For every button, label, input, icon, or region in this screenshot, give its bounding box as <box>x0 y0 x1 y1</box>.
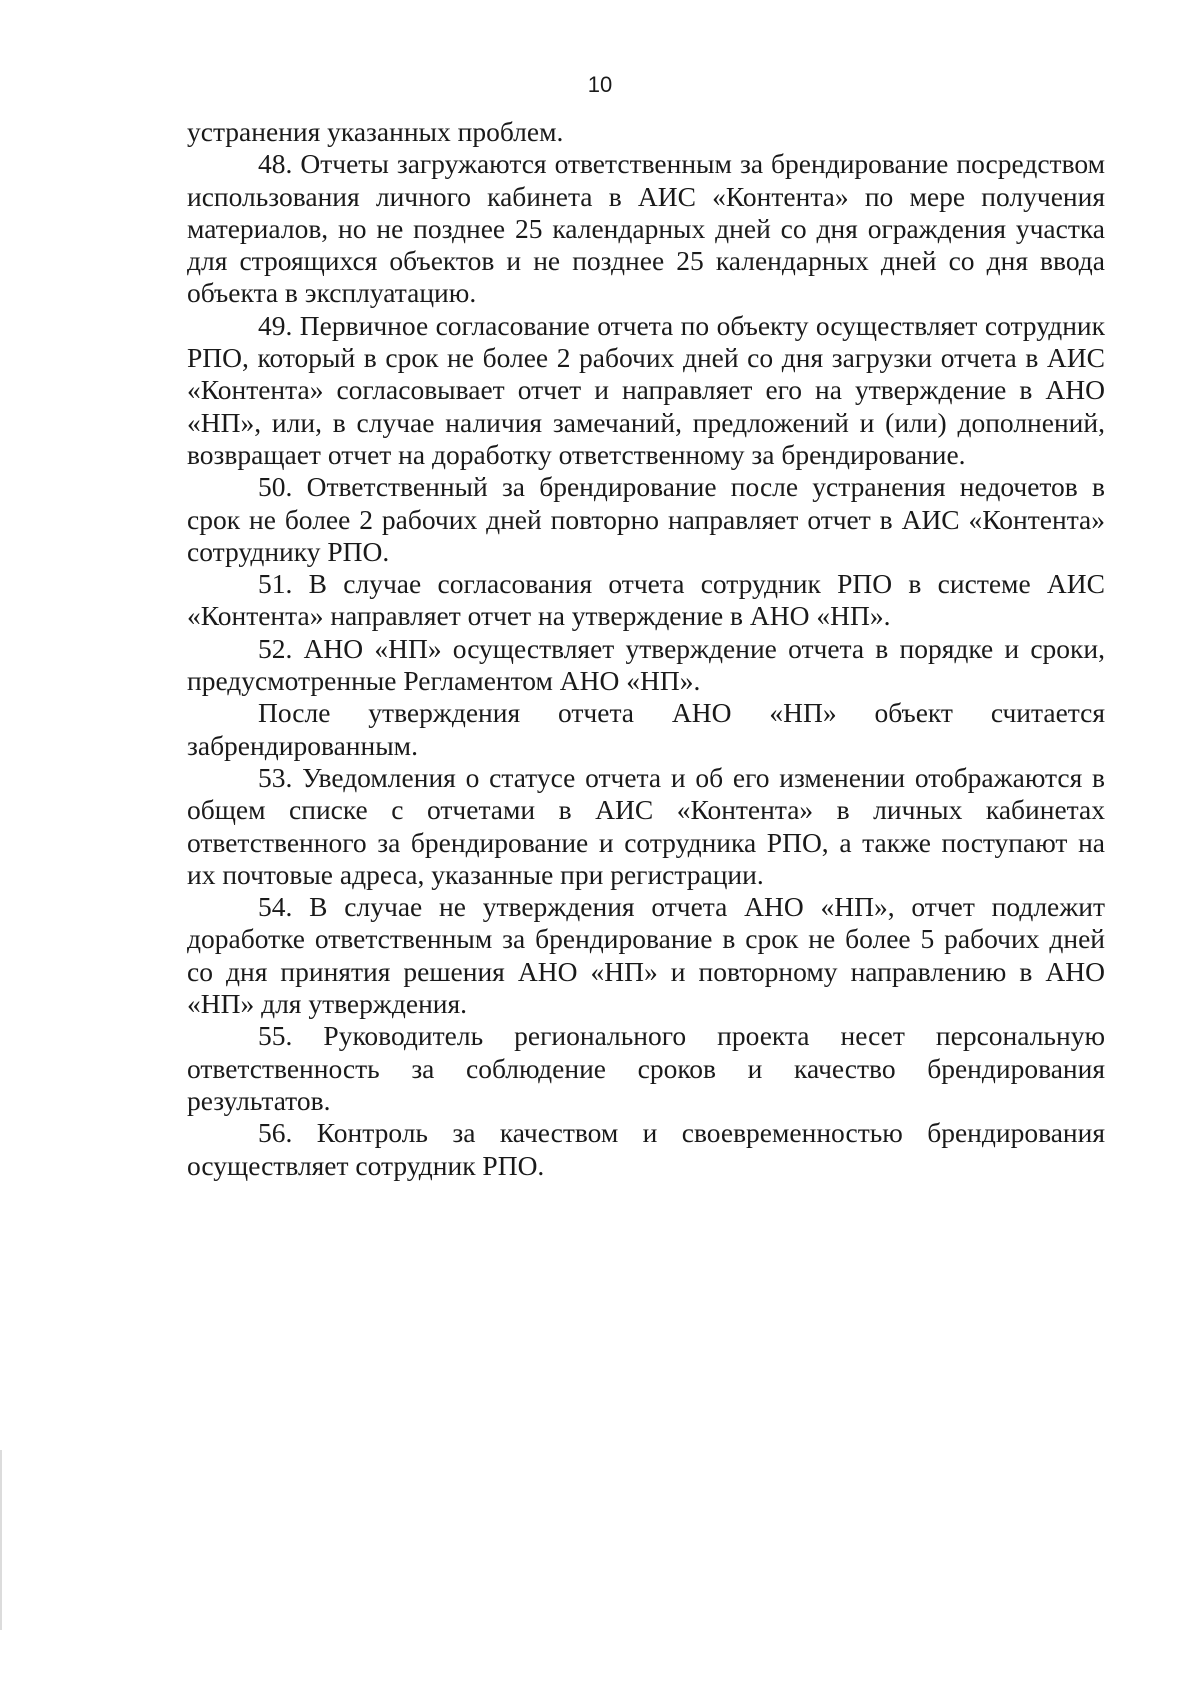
paragraph-49: 49. Первичное согласование отчета по объекту осуществляет сотрудник РПО, который в срок не более 2 рабочих дней со дня загрузки отчета в АИС «Контента» согласовывает отчет и направляет его на утверждение в АНО «НП», или, в случае наличия замечаний, предложений и (или) дополнений, возвращает отчет на доработку ответственному за брендирование. <box>187 309 1105 470</box>
paragraph-53: 53. Уведомления о статусе отчета и об его изменении отображаются в общем списке с отчетами в АИС «Контента» в личных кабинетах ответственного за брендирование и сотрудника РПО, а также поступают на их почтовые адреса, указанные при регистрации. <box>187 761 1105 890</box>
paragraph-54: 54. В случае не утверждения отчета АНО «НП», отчет подлежит доработке ответственным за брендирование в срок не более 5 рабочих дней со дня принятия решения АНО «НП» и повторному направлению в АНО «НП» для утверждения. <box>187 891 1105 1020</box>
scan-edge-mark <box>0 1450 2 1630</box>
document-body <box>187 116 1105 1182</box>
paragraph-55: 55. Руководитель регионального проекта несет персональную ответственность за соблюдение сроков и качество брендирования результатов. <box>187 1020 1105 1116</box>
paragraph-52: 52. АНО «НП» осуществляет утверждение отчета в порядке и сроки, предусмотренные Регламентом АНО «НП». <box>187 632 1105 697</box>
page-number: 10 <box>587 72 613 97</box>
paragraph-52-note: После утверждения отчета АНО «НП» объект считается забрендированным. <box>187 697 1105 761</box>
paragraph-50: 50. Ответственный за брендирование после устранения недочетов в срок не более 2 рабочих дней повторно направляет отчет в АИС «Контента» сотруднику РПО. <box>187 471 1105 567</box>
paragraph-56: 56. Контроль за качеством и своевременностью брендирования осуществляет сотрудник РПО. <box>187 1117 1105 1181</box>
paragraph-48: 48. Отчеты загружаются ответственным за брендирование посредством использования личного кабинета в АИС «Контента» по мере получения материалов, но не позднее 25 календарных дней со дня ограждения участка для строящихся объектов и не позднее 25 календарных дней со дня ввода объекта в эксплуатацию. <box>187 148 1105 309</box>
paragraph-continuation: устранения указанных проблем. <box>187 116 564 147</box>
paragraph-51: 51. В случае согласования отчета сотрудник РПО в системе АИС «Контента» направляет отчет на утверждение в АНО «НП». <box>187 568 1105 632</box>
